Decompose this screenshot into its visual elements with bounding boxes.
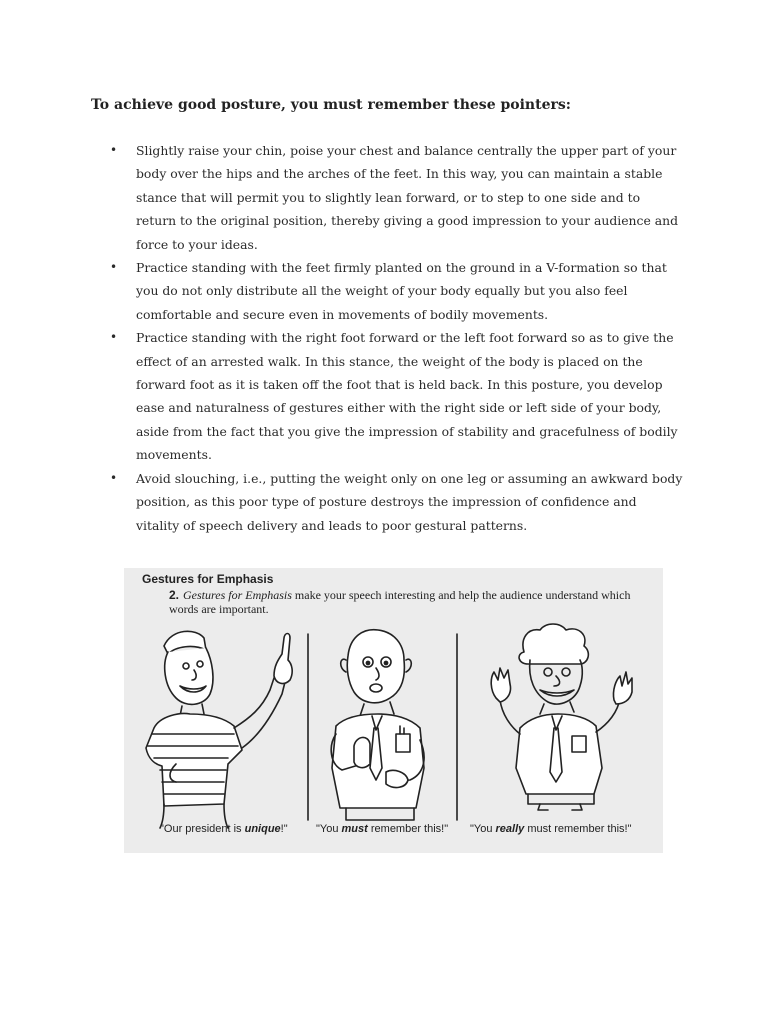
- list-item-text: Practice standing with the feet firmly planted on the ground in a V-formation so that you do not only distribute all the weight of your body equally but you also feel comfortable and secure even in movements of bodily movements.: [136, 260, 667, 322]
- man-pointing-up-icon: [146, 631, 292, 828]
- caption-really: "You really must remember this!": [470, 823, 632, 835]
- list-item-text: Slightly raise your chin, poise your chest and balance centrally the upper part of your body over the hips and the arches of the feet. In this way, you can maintain a stable stance that will permit you to slightly lean forward, or to step to one side and to return to the original position, thereby giving a good impression to your audience and force to your ideas.: [136, 143, 679, 252]
- bullet-icon: •: [110, 470, 118, 485]
- bald-man-gesturing-icon: [331, 630, 424, 820]
- figure-subtitle-emphasis: Gestures for Emphasis: [183, 588, 292, 602]
- bullet-icon: •: [110, 260, 118, 275]
- list-item: [108, 139, 683, 256]
- bullet-icon: •: [110, 330, 118, 345]
- man-raising-hands-icon: [491, 624, 632, 810]
- list-item: [108, 467, 683, 537]
- caption-unique: "Our president is unique!": [160, 823, 288, 835]
- section-heading: To achieve good posture, you must remember these pointers:: [91, 97, 571, 113]
- figure-number: 2.: [169, 588, 180, 602]
- list-item: [108, 326, 683, 466]
- caption-must: "You must remember this!": [316, 823, 449, 835]
- list-item-text: Practice standing with the right foot forward or the left foot forward so as to give the effect of an arrested walk. In this stance, the weight of the body is placed on the forward foot as it is taken off the foot that is held back. In this posture, you develop ease and naturalness of gestures either with the right side or left side of your body, aside from the fact that you give the impression of stability and gracefulness of bodily movements.: [136, 330, 678, 463]
- list-item: [108, 256, 683, 326]
- caption-emphasis: must: [341, 823, 368, 835]
- gestures-illustration: [124, 568, 663, 853]
- cartoon-figures: [124, 568, 663, 853]
- posture-pointer-list: [108, 139, 683, 537]
- list-item-text: Avoid slouching, i.e., putting the weight only on one leg or assuming an awkward body position, as this poor type of posture destroys the impression of confidence and vitality of speech delivery and leads to poor gestural patterns.: [136, 470, 683, 533]
- caption-emphasis: unique: [244, 823, 281, 835]
- bullet-icon: •: [110, 143, 118, 157]
- caption-emphasis: really: [495, 823, 525, 835]
- figure-title: Gestures for Emphasis: [142, 572, 274, 586]
- figure-subtitle-text: make your speech interesting and help the audience understand which words are important.: [169, 588, 631, 616]
